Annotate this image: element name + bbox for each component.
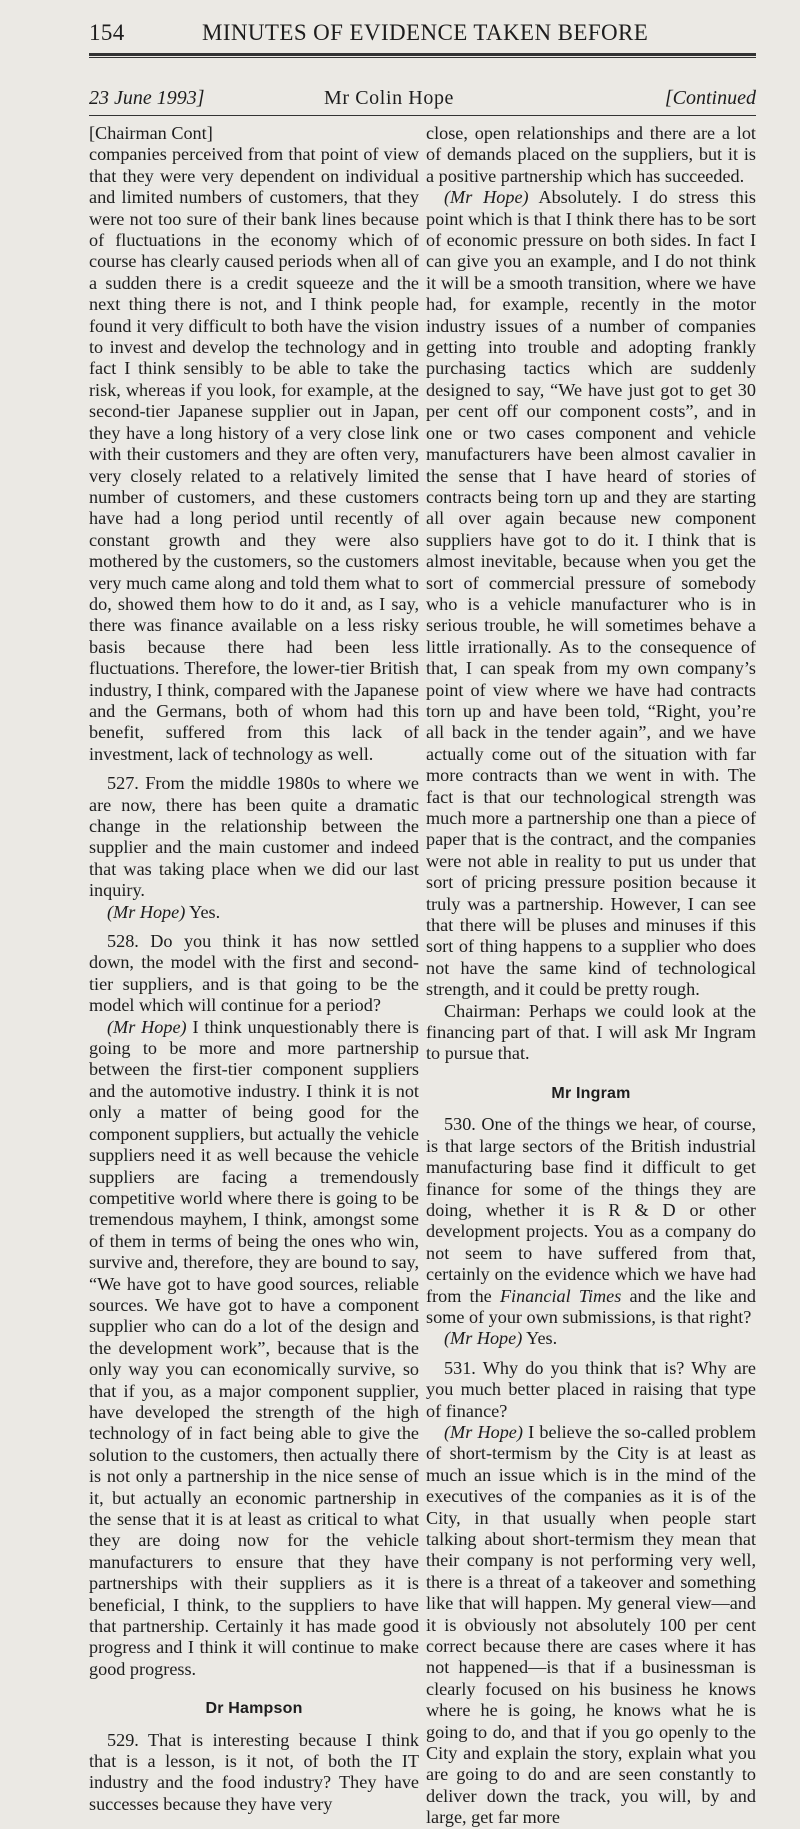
running-title: MINUTES OF EVIDENCE TAKEN BEFORE xyxy=(202,20,649,45)
left-column xyxy=(89,123,419,1814)
question-530: 530. One of the things we hear, of course, is that large sectors of the British industrial manufacturing base find it difficult to get finance for some of the things they are doing, whether it is R & D or other development projects. You as a company do not seem to have suffered from that, certainly on the evidence which we have had from the Financial Times and the like and some of your own submissions, is that right? xyxy=(426,1114,756,1327)
question-527: 527. From the middle 1980s to where we are now, there has been quite a dramatic change in the relationship between the supplier and the main customer and indeed that was taking place when we did our last inquiry. xyxy=(89,773,419,901)
question-529: 529. That is interesting because I think that is a lesson, is it not, of both the IT industry and the food industry? They have successes because they have very xyxy=(89,1729,419,1814)
speaker-heading: Mr Ingram xyxy=(551,1084,631,1102)
session-date: 23 June 1993] xyxy=(89,87,205,109)
answer-529: (Mr Hope) Absolutely. I do stress this point which is that I think there has to be sort of economic pressure on both sides. In fact I can give you an example, and I do not think it will be a smooth transition, where we have had, for example, recently in the motor industry issues of a number of companies getting into trouble and adopting frankly purchasing tactics which are suddenly designed to say, “We have just got to get 30 per cent off our component costs”, and in one or two cases component and vehicle manufacturers have been almost cavalier in the sense that I have heard of stories of contracts being torn up and they are starting all over again because new component suppliers have got to do it. I think that is almost inevitable, because when you get the sort of commercial pressure of somebody who is a vehicle manufacturer who is in serious trouble, he will sometimes behave a little irrationally. As to the consequence of that, I can speak from my own company’s point of view where we have had contracts torn up and have been told, “Right, you’re all back in the tender again”, and we have actually come out of the situation with far more contracts than we went in with. The fact is that our technological strength was much more a partnership one than a piece of paper that is the contract, and the companies were not able in reality to put us under that sort of pricing pressure position because it truly was a partnership. However, I can see that there will be pluses and minuses if this sort of thing happens to a supplier who does not have the same kind of technological strength, and it could be pretty rough. xyxy=(426,187,756,1000)
header-rule-thick xyxy=(89,53,756,56)
paragraph: companies perceived from that point of view that they were very dependent on individual and limited numbers of customers, that they were not too sure of their bank lines because of fluctuations in the economy which of course has clearly caused periods when all of a sudden there is a credit squeeze and the next thing there is not, and I think people found it very difficult to both have the vision to invest and develop the technology and in fact I think sensibly to be able to take the risk, whereas if you look, for example, at the second-tier Japanese supplier out in Japan, they have a long history of a very close link with their customers and they are often very, very closely related to a relatively limited number of customers, and these customers have had a long period until recently of constant growth and they were also mothered by the customers, so the customers very much came along and told them what to do, showed them how to do it and, as I say, there was finance available on a less risky basis because there had been less fluctuations. Therefore, the lower-tier British industry, I think, compared with the Japanese and the Germans, both of whom had this benefit, suffered from this lack of investment, lack of technology as well. xyxy=(89,144,419,764)
answer-530: (Mr Hope) Yes. xyxy=(444,1328,558,1349)
chairman-remark: Chairman: Perhaps we could look at the financing part of that. I will ask Mr Ingram to pursue that. xyxy=(426,1000,756,1064)
speaker-label: (Mr Hope) xyxy=(444,1328,523,1349)
paragraph: close, open relationships and there are a lot of demands placed on the suppliers, but it is a positive partnership which has succeeded. xyxy=(426,123,756,186)
speaker-label: (Mr Hope) xyxy=(107,1016,187,1037)
answer-527: (Mr Hope) Yes. xyxy=(107,901,221,922)
speaker-label: (Mr Hope) xyxy=(107,901,186,922)
answer-531: (Mr Hope) I believe the so-called problem of short-termism by the City is at least as much an issue which is in the mind of the executives of the companies as it is of the City, in that usually when people start talking about short-termism they mean that their company is not performing very well, there is a threat of a takeover and something like that will happen. My general view—and it is obviously not absolutely 100 per cent correct because there are cases where it has not happened—is that if a businessman is clearly focused on his business he knows where he is going, he knows what he is going to do, and that if you go openly to the City and explain the story, explain what you are going to do and are seen constantly to deliver down the track, you will, by and large, get far more xyxy=(426,1421,756,1828)
sub-header xyxy=(89,87,756,111)
speaker-label: (Mr Hope) xyxy=(444,187,529,208)
page-number: 154 xyxy=(89,20,125,45)
question-531: 531. Why do you think that is? Why are you much better placed in raising that type of finance? xyxy=(426,1357,756,1421)
sub-header-rule xyxy=(89,115,756,116)
publication-title: Financial Times xyxy=(499,1285,622,1306)
header-rule-thin xyxy=(89,57,756,58)
running-head xyxy=(0,20,800,50)
question-528: 528. Do you think it has now settled down, the model with the first and second-tier suppliers, and is that going to be the model which will continue for a period? xyxy=(89,931,419,1016)
witness-name: Mr Colin Hope xyxy=(324,87,455,109)
continued-label: [Continued xyxy=(664,87,756,109)
answer-528: (Mr Hope) I think unquestionably there is going to be more and more partnership between the first-tier component suppliers and the automotive industry. I think it is not only a matter of being good for the component suppliers, but actually the vehicle suppliers need it as well because the vehicle suppliers are facing a tremendously competitive world where there is going to be tremendous mayhem, I think, amongst some of them in terms of being the ones who win, survive and, therefore, they are bound to say, “We have got to have good sources, reliable sources. We have got to have a component supplier who can do a lot of the design and the development work”, because that is the only way you can economically survive, so that if you, as a major component supplier, have developed the strength of the high technology of in fact being able to give the solution to the customers, then actually there is not only a partnership in the nice sense of it, but actually an economic partnership in the sense that it is at least as critical to what they are doing now for the vehicle manufacturers to ensure that they have partnerships with their suppliers as it is beneficial, I think, to the suppliers to have that partnership. Certainly it has made good progress and I think it will continue to make good progress. xyxy=(89,1016,419,1679)
lead-label: [Chairman Cont] xyxy=(89,123,213,143)
speaker-label: (Mr Hope) xyxy=(444,1421,523,1442)
right-column xyxy=(426,123,756,1828)
speaker-heading: Dr Hampson xyxy=(205,1700,303,1718)
